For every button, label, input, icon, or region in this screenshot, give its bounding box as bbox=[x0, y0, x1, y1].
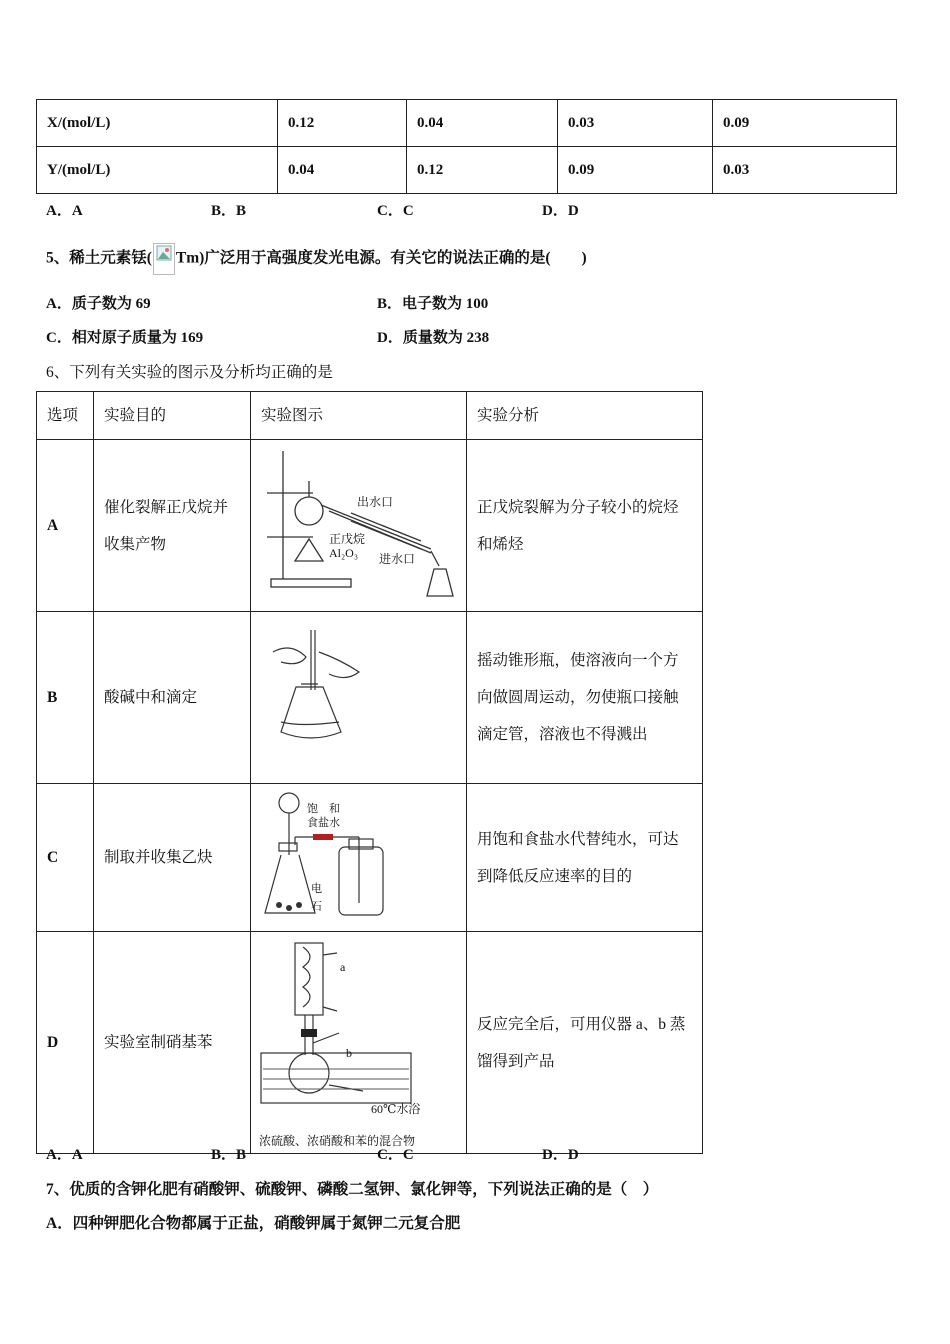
header-diagram: 实验图示 bbox=[251, 392, 467, 440]
option-d: D．D bbox=[542, 203, 579, 219]
label-water-bath: 60℃水浴 bbox=[371, 1101, 421, 1116]
table-cell: 0.04 bbox=[407, 100, 558, 147]
row-option: A bbox=[37, 440, 94, 612]
table-cell: 0.12 bbox=[278, 100, 407, 147]
row-option: C bbox=[37, 784, 94, 932]
option-b: B．B bbox=[211, 1147, 247, 1163]
option-c: C．C bbox=[377, 203, 414, 219]
option-d: D．D bbox=[542, 1147, 579, 1163]
label-carbide-1: 电 bbox=[311, 882, 322, 895]
row-purpose: 实验室制硝基苯 bbox=[94, 932, 251, 1154]
option-d: D．质量数为 238 bbox=[377, 330, 490, 346]
titration-diagram bbox=[251, 612, 466, 769]
q6-stem: 6、下列有关实验的图示及分析均正确的是 bbox=[46, 364, 333, 381]
diagram-cell bbox=[251, 440, 467, 612]
row-option: B bbox=[37, 612, 94, 784]
row-purpose: 制取并收集乙炔 bbox=[94, 784, 251, 932]
row-analysis: 正戊烷裂解为分子较小的烷烃和烯烃 bbox=[467, 440, 703, 612]
table-row bbox=[37, 612, 703, 784]
label-brine: 食盐水 bbox=[307, 816, 340, 829]
q5-text-before: 5、稀土元素铥( bbox=[46, 249, 152, 267]
table-row bbox=[37, 784, 703, 932]
q7-stem: 7、优质的含钾化肥有硝酸钾、硫酸钾、磷酸二氢钾、氯化钾等，下列说法正确的是（ ） bbox=[46, 1181, 659, 1198]
header-option: 选项 bbox=[37, 392, 94, 440]
concentration-table bbox=[36, 99, 897, 194]
header-analysis: 实验分析 bbox=[467, 392, 703, 440]
row-analysis: 用饱和食盐水代替纯水，可达到降低反应速率的目的 bbox=[467, 784, 703, 932]
label-pentane: 正戊烷 bbox=[329, 531, 366, 546]
label-saturated: 饱 和 bbox=[307, 802, 340, 815]
row-purpose: 酸碱中和滴定 bbox=[94, 612, 251, 784]
diagram-cell bbox=[251, 784, 467, 932]
diagram-cell bbox=[251, 932, 467, 1154]
label-carbide-2: 石 bbox=[311, 900, 322, 913]
q5-text-after: Tm)广泛用于高强度发光电源。有关它的说法正确的是( ) bbox=[175, 249, 587, 267]
label-a: a bbox=[340, 959, 346, 974]
option-b: B．B bbox=[211, 203, 247, 219]
label-outlet: 出水口 bbox=[357, 494, 394, 509]
row-purpose: 催化裂解正戊烷并收集产物 bbox=[94, 440, 251, 612]
nitrobenzene-apparatus-diagram bbox=[251, 933, 466, 1153]
row-analysis: 反应完全后，可用仪器 a、b 蒸馏得到产品 bbox=[467, 932, 703, 1154]
label-inlet: 进水口 bbox=[379, 551, 416, 566]
table-header-row bbox=[37, 392, 703, 440]
row-label: Y/(mol/L) bbox=[37, 147, 278, 194]
table-cell: 0.09 bbox=[558, 147, 713, 194]
experiment-table bbox=[36, 391, 703, 1154]
table-row bbox=[37, 932, 703, 1154]
label-mixture: 浓硫酸、浓硝酸和苯的混合物 bbox=[259, 1133, 416, 1148]
row-label: X/(mol/L) bbox=[37, 100, 278, 147]
option-c: C．相对原子质量为 169 bbox=[46, 330, 204, 346]
option-a: A．质子数为 69 bbox=[46, 296, 151, 312]
row-option: D bbox=[37, 932, 94, 1154]
header-purpose: 实验目的 bbox=[94, 392, 251, 440]
table-cell: 0.12 bbox=[407, 147, 558, 194]
label-catalyst: Al₂O₃ bbox=[329, 545, 359, 560]
broken-image-icon bbox=[153, 243, 175, 275]
diagram-cell bbox=[251, 612, 467, 784]
option-a: A．A bbox=[46, 203, 83, 219]
table-cell: 0.09 bbox=[713, 100, 897, 147]
table-row bbox=[37, 440, 703, 612]
acetylene-apparatus-diagram bbox=[251, 785, 466, 931]
table-row bbox=[37, 100, 897, 147]
q7-option-a: A．四种钾肥化合物都属于正盐，硝酸钾属于氮钾二元复合肥 bbox=[46, 1215, 461, 1232]
option-b: B．电子数为 100 bbox=[377, 296, 489, 312]
table-cell: 0.03 bbox=[713, 147, 897, 194]
table-row bbox=[37, 147, 897, 194]
label-b: b bbox=[346, 1045, 352, 1060]
q5-stem bbox=[46, 243, 587, 275]
option-c: C．C bbox=[377, 1147, 414, 1163]
table-cell: 0.03 bbox=[558, 100, 713, 147]
table-cell: 0.04 bbox=[278, 147, 407, 194]
option-a: A．A bbox=[46, 1147, 83, 1163]
row-analysis: 摇动锥形瓶，使溶液向一个方向做圆周运动，勿使瓶口接触滴定管，溶液也不得溅出 bbox=[467, 612, 703, 784]
